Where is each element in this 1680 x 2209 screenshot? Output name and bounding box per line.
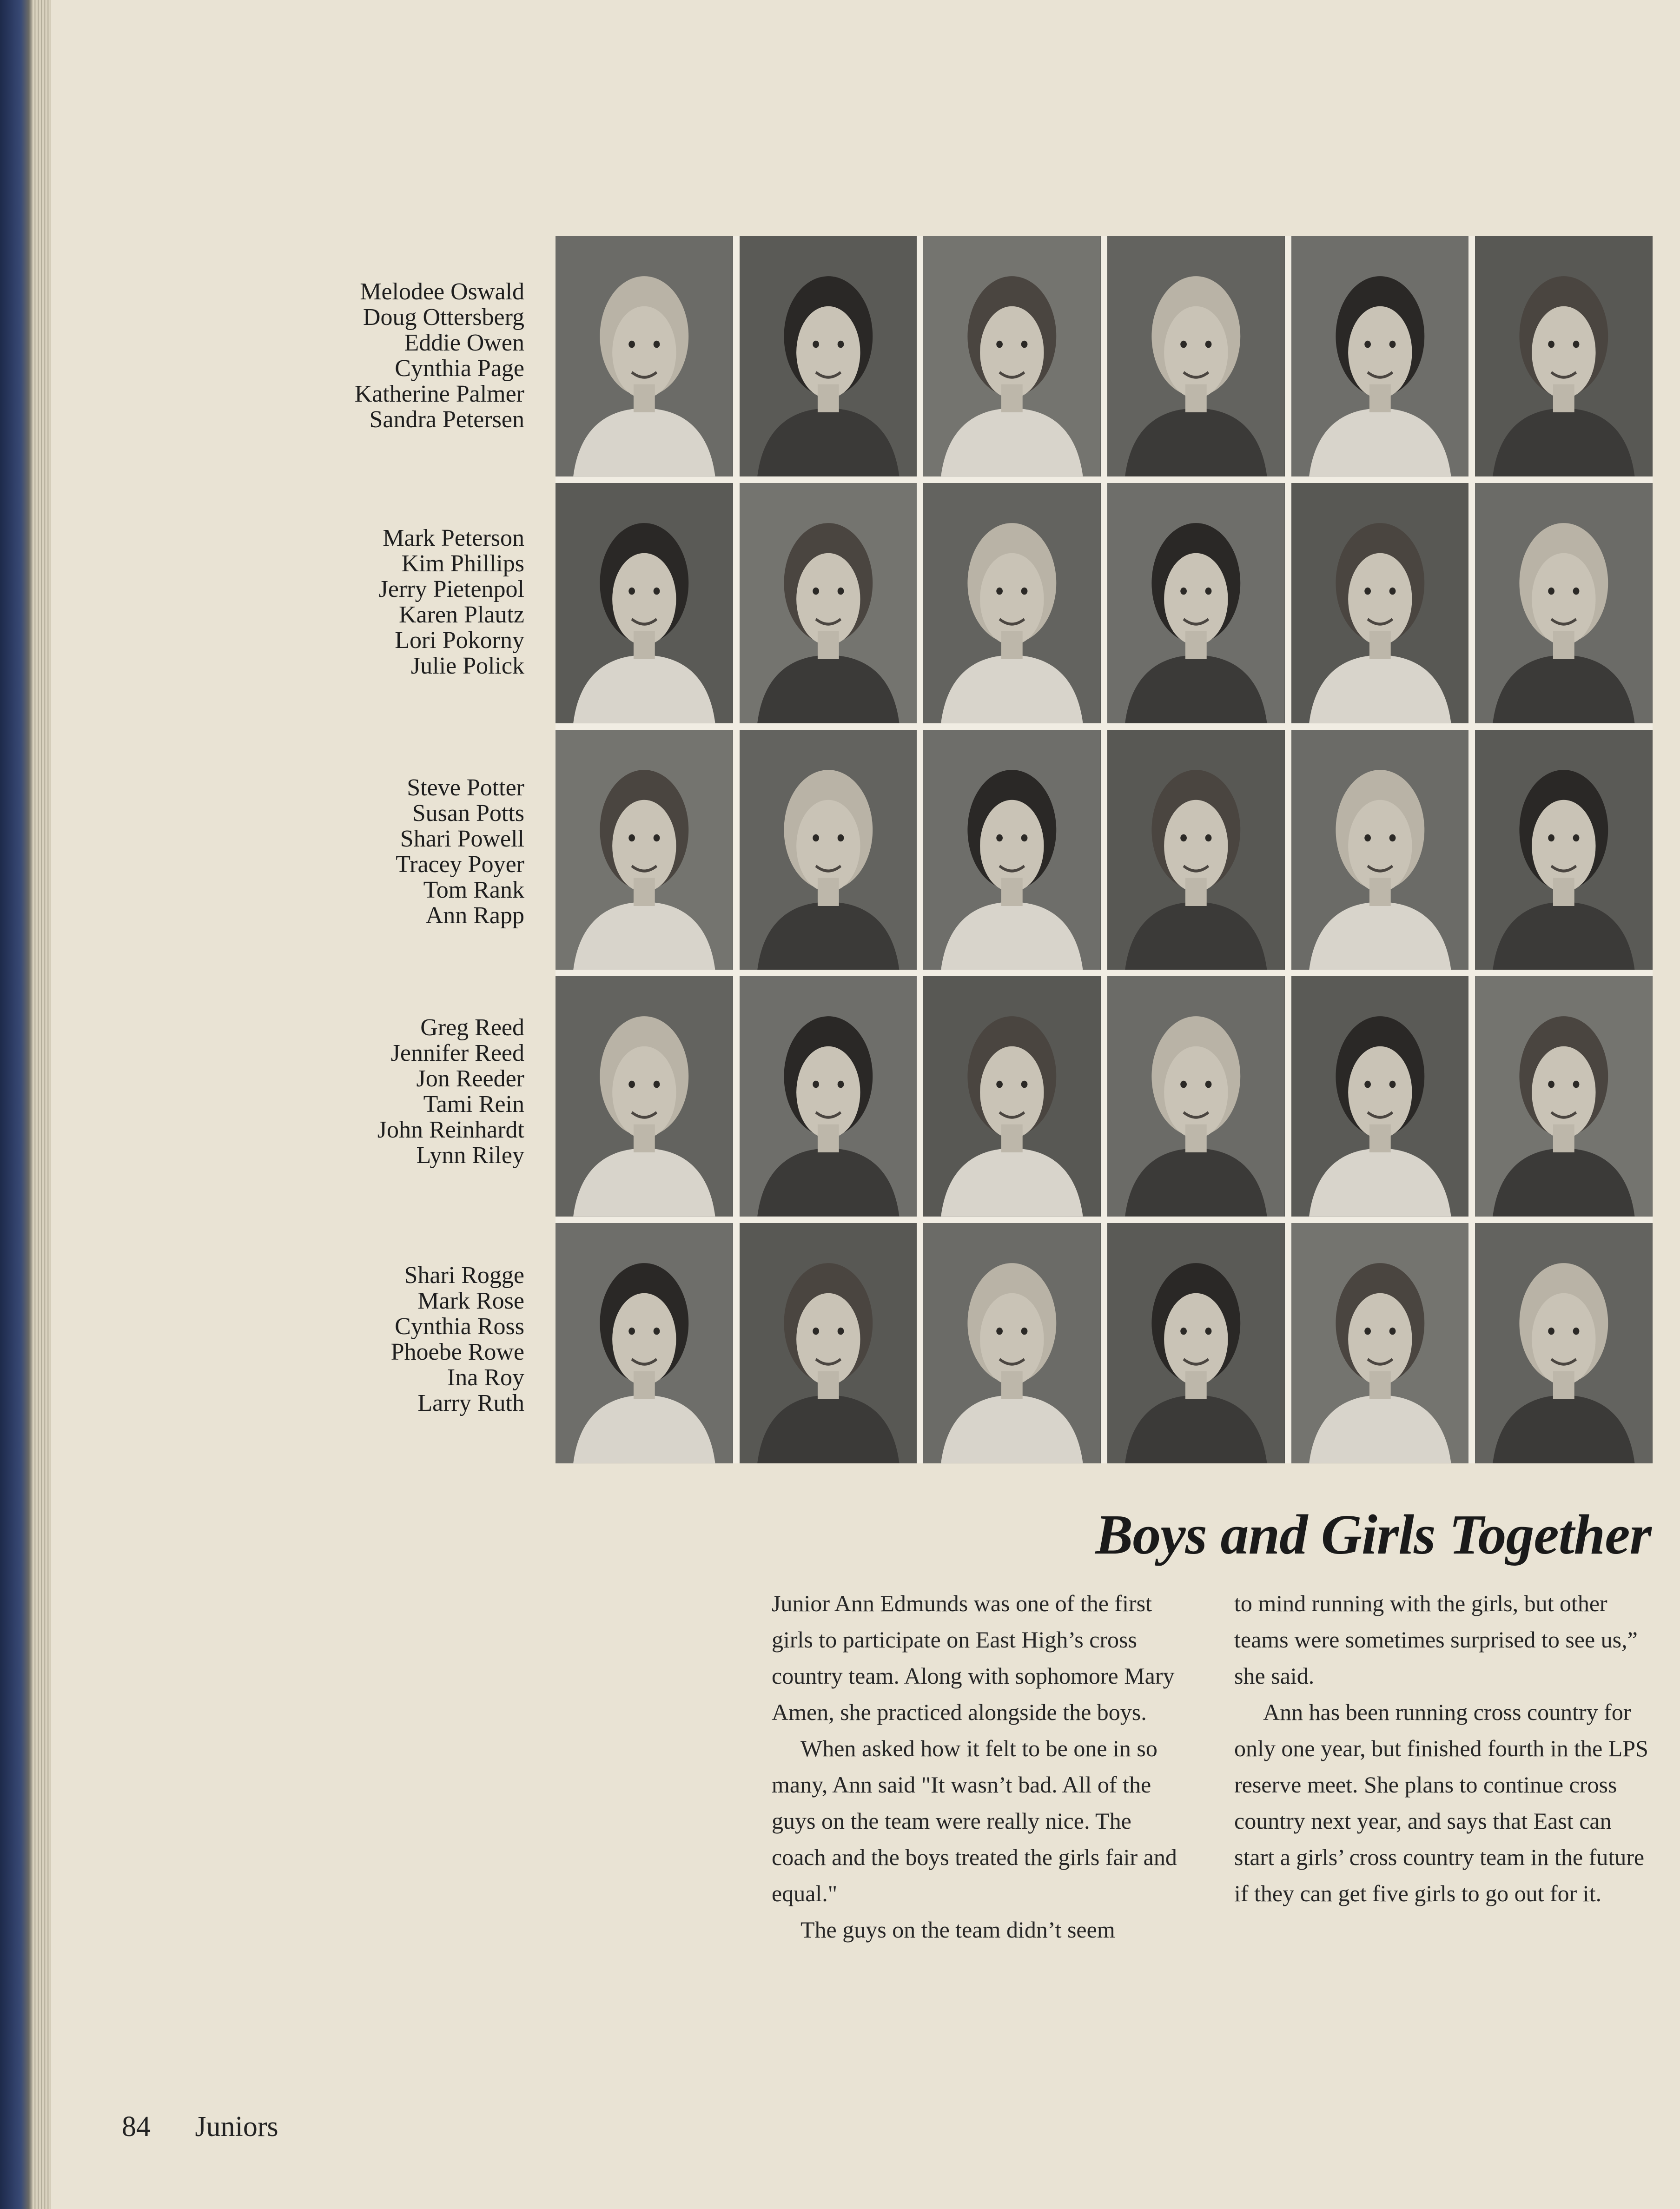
name-list-row-1: [355, 279, 524, 432]
student-name: Sandra Petersen: [369, 406, 524, 433]
name-list-row-3: [396, 775, 524, 928]
student-name: Doug Ottersberg: [363, 304, 524, 331]
student-portrait: [556, 1223, 733, 1463]
student-name: Julie Polick: [410, 653, 524, 679]
student-name: Cynthia Page: [395, 355, 524, 382]
student-portrait: [1107, 730, 1285, 970]
article-paragraph: to mind running with the girls, but other teams were sometimes surprised to see us,” she said.: [1234, 1590, 1638, 1689]
student-portrait: [1475, 730, 1653, 970]
student-portrait: [556, 730, 733, 970]
student-name: Tom Rank: [423, 877, 524, 903]
student-name: Larry Ruth: [417, 1390, 524, 1416]
student-portrait: [923, 1223, 1101, 1463]
student-portrait: [1475, 483, 1653, 723]
student-portrait: [923, 483, 1101, 723]
student-portrait: [740, 976, 917, 1217]
student-name: Melodee Oswald: [360, 278, 524, 305]
student-name: Mark Rose: [417, 1288, 524, 1314]
name-list-row-5: [391, 1263, 524, 1416]
name-list-row-4: [377, 1015, 524, 1168]
article-title: Boys and Girls Together: [1095, 1503, 1651, 1566]
student-portrait: [923, 730, 1101, 970]
student-name: Ina Roy: [447, 1364, 524, 1391]
student-portrait: [1291, 236, 1469, 476]
student-portrait: [556, 976, 733, 1217]
student-name: Tami Rein: [423, 1091, 524, 1118]
student-name: Eddie Owen: [404, 330, 524, 356]
student-portrait: [1291, 1223, 1469, 1463]
student-name: Ann Rapp: [425, 902, 524, 929]
student-portrait: [1291, 483, 1469, 723]
student-name: Greg Reed: [420, 1014, 524, 1041]
student-portrait: [1107, 976, 1285, 1217]
student-portrait: [556, 236, 733, 476]
article-paragraph: The guys on the team didn’t seem: [800, 1917, 1115, 1943]
student-portrait: [923, 976, 1101, 1217]
student-portrait: [923, 236, 1101, 476]
student-name: Karen Plautz: [398, 602, 524, 628]
page-footer: [122, 2110, 278, 2143]
student-name: Shari Powell: [400, 826, 524, 852]
portrait-grid: [556, 236, 1653, 1463]
student-name: Shari Rogge: [404, 1262, 524, 1289]
student-portrait: [1107, 1223, 1285, 1463]
student-name: Steve Potter: [407, 774, 524, 801]
student-portrait: [740, 483, 917, 723]
article-paragraph: When asked how it felt to be one in so many, Ann said "It wasn’t bad. All of the guys on the team were really nice. The coach and the boys treated the girls fair and equal.": [772, 1735, 1177, 1906]
student-portrait: [1475, 236, 1653, 476]
article-column-right: [1234, 1585, 1653, 1911]
section-name: Juniors: [195, 2111, 278, 2143]
student-portrait: [1475, 976, 1653, 1217]
student-name: John Reinhardt: [377, 1117, 524, 1143]
student-name: Phoebe Rowe: [390, 1339, 524, 1365]
student-portrait: [1291, 976, 1469, 1217]
student-name: Jerry Pietenpol: [378, 576, 524, 602]
student-name: Mark Peterson: [383, 525, 524, 551]
student-name: Lynn Riley: [416, 1142, 524, 1169]
student-portrait: [740, 1223, 917, 1463]
name-list-row-2: [379, 525, 524, 679]
student-portrait: [1107, 236, 1285, 476]
student-portrait: [1475, 1223, 1653, 1463]
student-name: Tracey Poyer: [396, 851, 524, 878]
student-name: Jon Reeder: [416, 1065, 524, 1092]
page-number: 84: [122, 2111, 151, 2143]
article-paragraph: Ann has been running cross country for only one year, but finished fourth in the LPS reserve meet. She plans to continue cross country next year, and says that East can start a girls’ cross country team in the future if they can get five girls to go out for it.: [1234, 1699, 1648, 1906]
student-portrait: [740, 730, 917, 970]
student-portrait: [740, 236, 917, 476]
article-column-left: [772, 1585, 1190, 1948]
student-name: Lori Pokorny: [395, 627, 524, 654]
page-edges: [33, 0, 51, 2209]
student-name: Kim Phillips: [401, 550, 524, 577]
student-name: Katherine Palmer: [354, 381, 524, 407]
book-binding: [0, 0, 33, 2209]
student-portrait: [1291, 730, 1469, 970]
student-name: Cynthia Ross: [395, 1313, 524, 1340]
student-portrait: [556, 483, 733, 723]
student-name: Jennifer Reed: [390, 1040, 524, 1066]
article-paragraph: Junior Ann Edmunds was one of the first girls to participate on East High’s cross country team. Along with sophomore Mary Amen, she practiced alongside the boys.: [772, 1590, 1175, 1725]
student-name: Susan Potts: [412, 800, 524, 827]
student-portrait: [1107, 483, 1285, 723]
